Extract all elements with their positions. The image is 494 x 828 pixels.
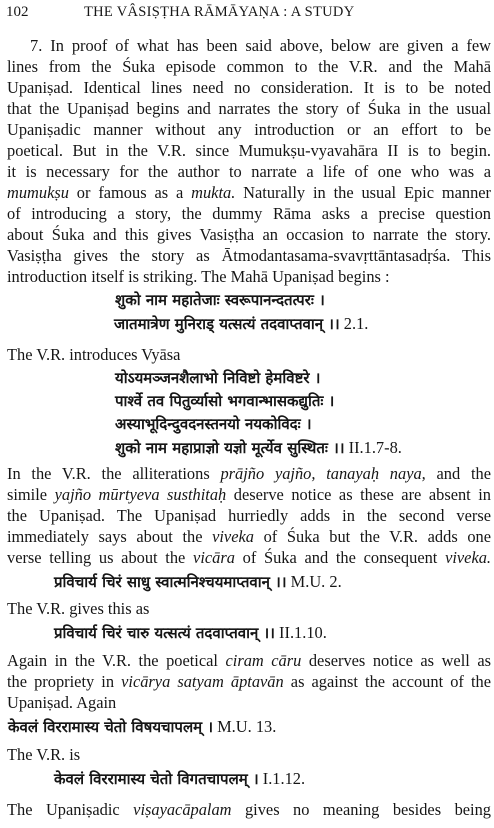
- paragraph-line: that the Upaniṣad begins and narrates the story of Śuka in the usual: [7, 99, 491, 118]
- sanskrit-verse-line: शुको नाम महातेजाः स्वरूपानन्दतत्परः ।: [115, 291, 325, 309]
- paragraph-line: In the V.R. the alliterations prājño yajño, tanayaḥ naya, and the: [7, 464, 491, 483]
- sanskrit-verse-line: [54, 571, 491, 593]
- paragraph-line: the propriety in vicārya satyam āptavān as against the account of the: [7, 672, 491, 691]
- paragraph-line: the Upaniṣad. The Upaniṣad hurriedly adds in the second verse: [7, 506, 491, 525]
- paragraph-line: it is necessary for the author to narrate a life of one who was a: [7, 162, 491, 181]
- paragraph-line: The V.R. gives this as: [7, 599, 150, 618]
- paragraph-line: 7. In proof of what has been said above, below are given a few: [30, 36, 491, 55]
- verse-reference: 2.1.: [343, 314, 369, 333]
- running-title: THE VÂSIṢṬHA RĀMĀYAṆA : A STUDY: [84, 4, 355, 20]
- verse-reference: M.U. 13.: [217, 717, 277, 736]
- paragraph-line: Upaniṣad. Identical lines need no consideration. It is to be noted: [7, 78, 491, 97]
- paragraph-line: Upaniṣad. Again: [7, 693, 117, 712]
- verse-text: शुको नाम महाप्राज्ञो यज्ञो मूर्त्येव सुस्थितः ।।: [115, 439, 345, 457]
- page-number: 102: [6, 4, 29, 20]
- paragraph-line: about Śuka and this gives Vasiṣṭha an occasion to narrate the story.: [7, 225, 491, 244]
- paragraph-line: The V.R. introduces Vyāsa: [7, 345, 181, 364]
- sanskrit-verse-line: [54, 768, 491, 790]
- paragraph-line: immediately says about the viveka of Śuka but the V.R. adds one: [7, 527, 491, 546]
- paragraph-line: mumukṣu or famous as a mukta. Naturally in the usual Epic manner: [7, 183, 491, 202]
- paragraph-line: lines from the Śuka episode common to the V.R. and the Mahā: [7, 57, 491, 76]
- paragraph-line: The V.R. is: [7, 745, 81, 764]
- page-header: [6, 4, 490, 24]
- sanskrit-verse-line: [8, 716, 491, 738]
- sanskrit-verse-line: [115, 437, 491, 459]
- verse-text: जातमात्रेण मुनिराड् यत्सत्यं तदवाप्तवान् ।।: [114, 315, 340, 333]
- verse-text: प्रविचार्य चिरं चारु यत्सत्यं तदवाप्तवान् ।।: [54, 624, 275, 642]
- verse-text: केवलं विररामास्य चेतो विगतचापलम् ।: [54, 770, 259, 788]
- verse-reference: I.1.12.: [262, 769, 306, 788]
- sanskrit-verse-line: [54, 622, 491, 644]
- sanskrit-verse-line: योऽयमञ्जनशैलाभो निविष्टो हेमविष्टरे ।: [115, 369, 321, 387]
- paragraph-line: Vasiṣṭha gives the story as Ātmodantasama-svavṛttāntasadṛśa. This: [7, 246, 491, 265]
- paragraph-line: Upaniṣadic manner without any introduction or an effort to be: [7, 120, 491, 139]
- paragraph-line: introduction itself is striking. The Mahā Upaniṣad begins :: [7, 267, 390, 286]
- sanskrit-verse-line: पार्श्वे तव पितुर्व्यासो भगवान्भासकद्युतिः ।: [115, 392, 335, 410]
- paragraph-line: Again in the V.R. the poetical ciram cāru deserves notice as well as: [7, 651, 492, 670]
- verse-reference: M.U. 2.: [290, 572, 342, 591]
- verse-reference: II.1.10.: [279, 623, 327, 642]
- verse-reference: II.1.7-8.: [348, 438, 402, 457]
- paragraph-line: The Upaniṣadic viṣayacāpalam gives no meaning besides being: [7, 800, 491, 819]
- verse-text: प्रविचार्य चिरं साधु स्वात्मनिश्चयमाप्तवान् ।।: [54, 573, 287, 591]
- sanskrit-verse-line: अस्याभूदिन्दुवदनस्तनयो नयकोविदः ।: [115, 415, 312, 433]
- sanskrit-verse-line: [114, 313, 491, 335]
- paragraph-line: simile yajño mūrtyeva susthitaḥ deserve notice as these are absent in: [7, 485, 491, 504]
- verse-text: केवलं विररामास्य चेतो विषयचापलम् ।: [8, 718, 213, 736]
- paragraph-line: poetical. But in the V.R. since Mumukṣu-vyavahāra II is to begin.: [7, 141, 491, 160]
- paragraph-line: verse telling us about the vicāra of Śuka and the consequent viveka.: [7, 548, 492, 567]
- paragraph-line: of introducing a story, the dummy Rāma asks a precise question: [7, 204, 491, 223]
